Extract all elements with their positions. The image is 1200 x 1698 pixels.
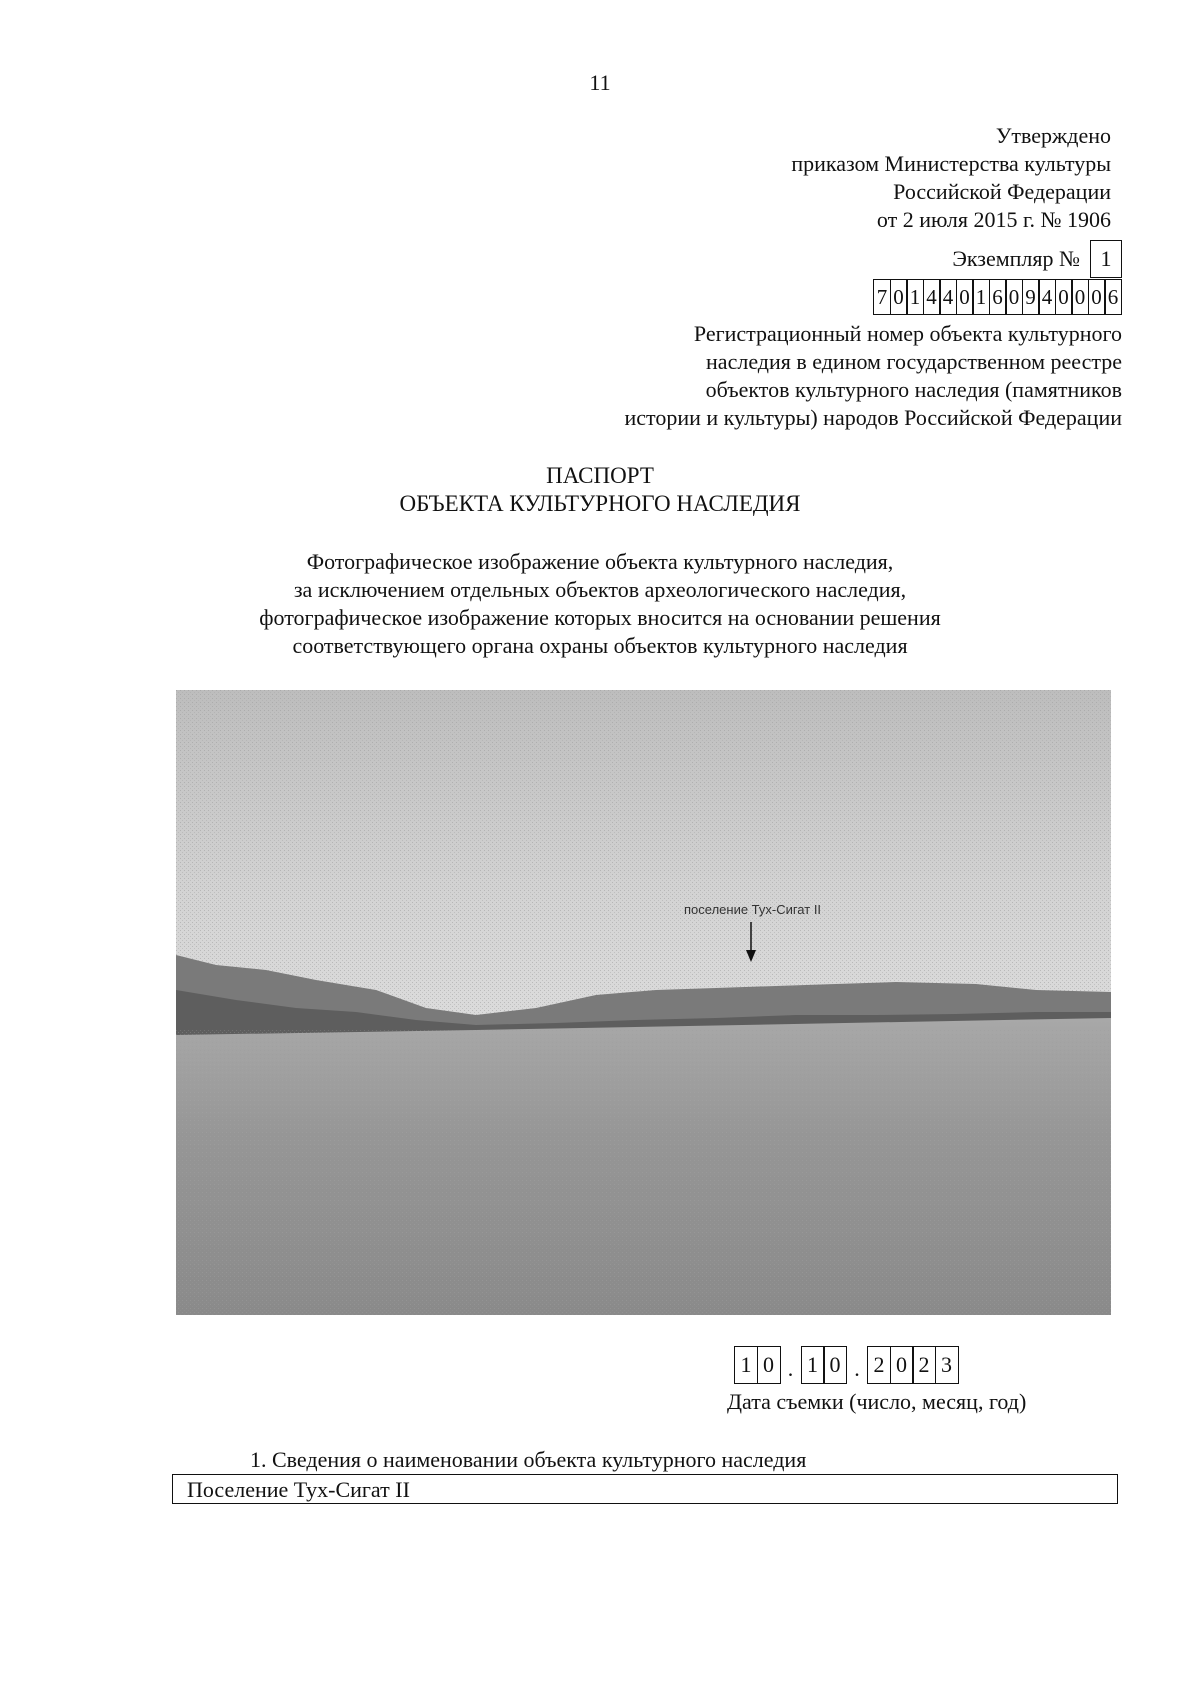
shooting-date xyxy=(734,1346,959,1384)
date-digit: 0 xyxy=(757,1346,781,1384)
registration-digit: 4 xyxy=(923,279,941,315)
registration-digit: 0 xyxy=(1005,279,1023,315)
approval-block xyxy=(591,122,1111,234)
date-digit: 1 xyxy=(801,1346,825,1384)
registration-digit: 0 xyxy=(890,279,908,315)
section-heading: 1. Сведения о наименовании объекта культурного наследия xyxy=(250,1447,807,1472)
registration-digit: 0 xyxy=(956,279,974,315)
registration-digit: 9 xyxy=(1022,279,1040,315)
registration-caption xyxy=(502,320,1122,432)
document-title xyxy=(0,462,1200,518)
title-line: ОБЪЕКТА КУЛЬТУРНОГО НАСЛЕДИЯ xyxy=(399,491,801,516)
approval-line: Утверждено xyxy=(995,123,1111,148)
photo-caption xyxy=(0,548,1200,660)
photo-annotation: поселение Тух-Сигат II xyxy=(684,902,822,917)
site-photograph xyxy=(176,690,1111,1315)
registration-caption-line: объектов культурного наследия (памятников xyxy=(705,377,1122,402)
copy-number-box: 1 xyxy=(1090,240,1122,278)
date-separator: . xyxy=(854,1356,860,1381)
arrow-down-icon xyxy=(743,922,759,962)
registration-caption-line: истории и культуры) народов Российской Федерации xyxy=(624,405,1122,430)
registration-number xyxy=(875,279,1123,315)
photo-caption-line: соответствующего органа охраны объектов культурного наследия xyxy=(292,633,908,658)
date-digit: 0 xyxy=(890,1346,914,1384)
registration-digit: 6 xyxy=(1104,279,1122,315)
copy-number-row xyxy=(952,240,1122,278)
registration-digit: 4 xyxy=(1038,279,1056,315)
copy-label: Экземпляр № xyxy=(952,246,1080,271)
landscape-photo xyxy=(176,690,1111,1315)
registration-caption-line: наследия в едином государственном реестре xyxy=(706,349,1122,374)
date-digit: 2 xyxy=(867,1346,891,1384)
page-number: 11 xyxy=(589,70,611,95)
date-day xyxy=(734,1346,781,1384)
registration-digit: 0 xyxy=(1055,279,1073,315)
registration-digit: 0 xyxy=(1088,279,1106,315)
registration-digit: 6 xyxy=(989,279,1007,315)
date-caption: Дата съемки (число, месяц, год) xyxy=(727,1389,1027,1414)
approval-line: Российской Федерации xyxy=(893,179,1111,204)
date-digit: 1 xyxy=(734,1346,758,1384)
approval-line: приказом Министерства культуры xyxy=(791,151,1111,176)
registration-digit: 0 xyxy=(1071,279,1089,315)
registration-digit: 4 xyxy=(939,279,957,315)
object-name-field: Поселение Тух-Сигат II xyxy=(172,1474,1118,1504)
date-digit: 3 xyxy=(935,1346,959,1384)
photo-caption-line: за исключением отдельных объектов археологического наследия, xyxy=(293,577,907,602)
registration-digit: 1 xyxy=(972,279,990,315)
photo-caption-line: Фотографическое изображение объекта культурного наследия, xyxy=(306,549,894,574)
date-digit: 0 xyxy=(823,1346,847,1384)
registration-caption-line: Регистрационный номер объекта культурного xyxy=(693,321,1122,346)
date-separator: . xyxy=(787,1356,794,1381)
date-digit: 2 xyxy=(912,1346,936,1384)
title-line: ПАСПОРТ xyxy=(546,463,654,488)
registration-digit: 7 xyxy=(873,279,891,315)
date-month xyxy=(801,1346,848,1384)
photo-caption-line: фотографическое изображение которых вносится на основании решения xyxy=(259,605,941,630)
date-year xyxy=(867,1346,959,1384)
approval-line: от 2 июля 2015 г. № 1906 xyxy=(876,207,1111,232)
registration-digit: 1 xyxy=(906,279,924,315)
